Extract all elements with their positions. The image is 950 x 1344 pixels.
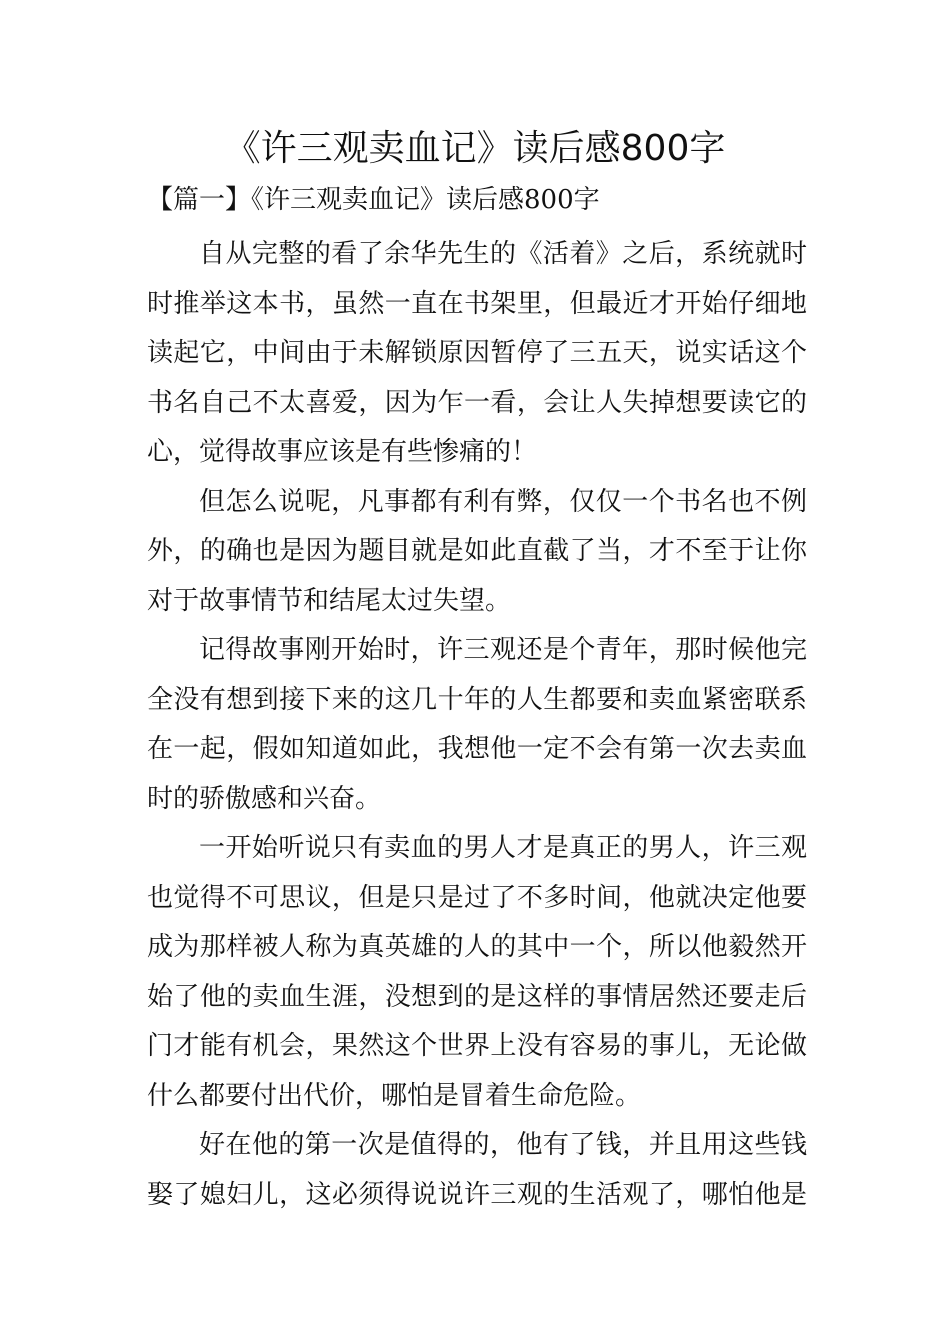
paragraph bbox=[147, 824, 807, 1121]
text-line: 记得故事刚开始时，许三观还是个青年，那时候他完 bbox=[199, 635, 807, 665]
section-heading: 【篇一】《许三观卖血记》读后感800字 bbox=[147, 185, 600, 215]
paragraph bbox=[147, 478, 807, 627]
text-line: 门才能有机会，果然这个世界上没有容易的事儿，无论做 bbox=[147, 1031, 807, 1061]
text-line: 书名自己不太喜爱，因为乍一看，会让人失掉想要读它的 bbox=[147, 387, 807, 418]
body-text bbox=[147, 230, 807, 1220]
text-line: 时推举这本书，虽然一直在书架里，但最近才开始仔细地 bbox=[147, 288, 807, 319]
paragraph bbox=[147, 1121, 807, 1220]
text-line: 始了他的卖血生涯，没想到的是这样的事情居然还要走后 bbox=[147, 981, 807, 1012]
text-line: 一开始听说只有卖血的男人才是真正的男人，许三观 bbox=[199, 833, 807, 863]
text-line: 什么都要付出代价，哪怕是冒着生命危险。 bbox=[147, 1080, 642, 1111]
text-line: 也觉得不可思议，但是只是过了不多时间，他就决定他要 bbox=[147, 882, 807, 913]
text-line: 但怎么说呢，凡事都有利有弊，仅仅一个书名也不例 bbox=[199, 486, 807, 517]
text-line: 娶了媳妇儿，这必须得说说许三观的生活观了，哪怕他是 bbox=[147, 1179, 807, 1210]
text-line: 时的骄傲感和兴奋。 bbox=[147, 783, 382, 814]
paragraph bbox=[147, 230, 807, 478]
document-title: 《许三观卖血记》读后感800字 bbox=[224, 128, 726, 169]
text-line: 在一起，假如知道如此，我想他一定不会有第一次去卖血 bbox=[147, 734, 807, 764]
text-line: 好在他的第一次是值得的，他有了钱，并且用这些钱 bbox=[199, 1130, 807, 1160]
paragraph bbox=[147, 626, 807, 824]
text-line: 读起它，中间由于未解锁原因暂停了三五天，说实话这个 bbox=[147, 338, 807, 368]
text-line: 外，的确也是因为题目就是如此直截了当，才不至于让你 bbox=[147, 536, 807, 566]
text-line: 自从完整的看了余华先生的《活着》之后，系统就时 bbox=[199, 239, 807, 269]
text-line: 心，觉得故事应该是有些惨痛的！ bbox=[147, 437, 538, 467]
text-line: 成为那样被人称为真英雄的人的其中一个，所以他毅然开 bbox=[147, 932, 807, 962]
text-line: 全没有想到接下来的这几十年的人生都要和卖血紧密联系 bbox=[147, 684, 807, 715]
text-line: 对于故事情节和结尾太过失望。 bbox=[147, 585, 512, 616]
